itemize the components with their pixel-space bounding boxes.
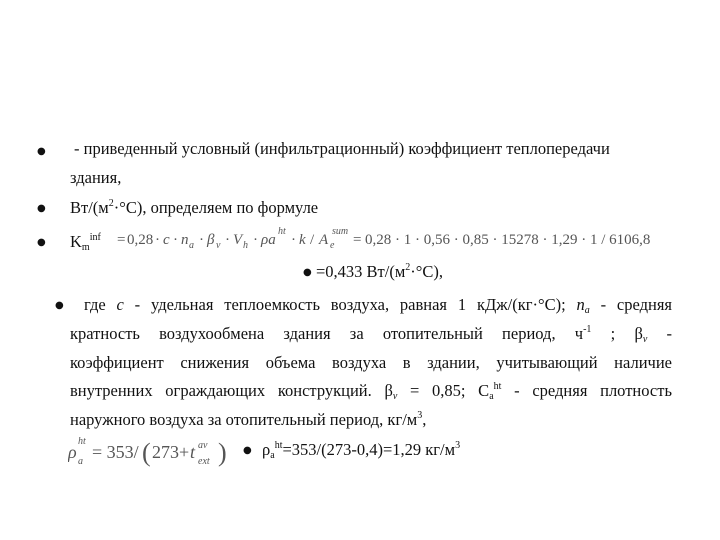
svg-text:·: · [199, 232, 204, 248]
svg-text:0,28 · 1 · 0,56 · 0,85 · 15278: 0,28 · 1 · 0,56 · 0,85 · 15278 · 1,29 · 1 / 6106,8 [365, 232, 651, 248]
line-units-formula: $Вт/(м^2\cdot^\circ С)$, определяем по формуле [70, 198, 319, 217]
svg-text:ht: ht [278, 226, 286, 237]
svg-text:273+: 273+ [152, 442, 190, 462]
para-line-2: кратность воздухообмена здания за отопительный период, $ч^{-1}$ ; $\beta_v$ - [70, 324, 673, 345]
svg-text:ρ: ρ [68, 442, 77, 462]
para-line-1: где с - удельная теплоемкость воздуха, равная 1 кДж/(кг·°С); $n_a$ - средняя [84, 295, 672, 316]
svg-text:c: c [163, 232, 170, 248]
svg-text:t: t [190, 442, 196, 462]
svg-text:A: A [319, 232, 329, 248]
bullet-1: ● [37, 146, 46, 157]
bullet-6: ● [243, 445, 252, 456]
svg-text:h: h [243, 240, 248, 251]
svg-text:ext: ext [198, 456, 210, 467]
svg-text:a: a [189, 240, 194, 251]
para-line-3: коэффициент снижения объема воздуха в здании, учитывающий наличие [70, 353, 672, 372]
svg-text:·: · [291, 232, 296, 248]
line-building [70, 168, 121, 188]
para-line-5: наружного воздуха за отопительный период, $кг/м^3$, [70, 410, 427, 429]
svg-text:·: · [253, 232, 258, 248]
svg-text:ρa: ρa [261, 232, 276, 248]
rho-result: $\rho_a^{ht}=353/(273-0,4)=1,29$ $кг/м^3$ [262, 440, 461, 461]
svg-text:n: n [181, 232, 189, 248]
svg-text:/: / [310, 232, 315, 248]
para-line-4: внутренних ограждающих конструкций. $\beta_v = 0,85$; $С_a^{ht}$ - средняя плотность [70, 381, 672, 402]
svg-text:β: β [207, 232, 215, 248]
svg-text:·: · [173, 232, 178, 248]
svg-text:=: = [117, 232, 126, 248]
svg-text:): ) [218, 438, 227, 467]
svg-text:av: av [198, 440, 208, 451]
svg-text:= 353/: = 353/ [92, 442, 139, 462]
rho-formula [68, 432, 240, 472]
svg-text:0,28: 0,28 [127, 232, 154, 248]
svg-text:a: a [78, 456, 83, 467]
svg-text:V: V [233, 232, 243, 248]
svg-text:·: · [225, 232, 230, 248]
svg-text:=: = [353, 232, 362, 248]
main-formula [115, 222, 680, 256]
line-coefficient-description [74, 139, 610, 159]
svg-text:(: ( [142, 438, 151, 467]
bullet-5: ● [55, 300, 64, 311]
svg-text:k: k [299, 232, 306, 248]
svg-text:ht: ht [78, 436, 86, 447]
bullet-2: ● [37, 203, 46, 214]
text-l2: здания, [70, 168, 122, 187]
k-result: =0,433 $Вт/(м^2\cdot^\circ С)$, [316, 262, 444, 281]
svg-text:v: v [216, 240, 221, 251]
bullet-3: ● [37, 237, 46, 248]
bullet-4: ● [303, 267, 312, 278]
svg-text:e: e [330, 240, 335, 251]
svg-text:·: · [155, 232, 160, 248]
k-symbol: $K_m^{inf}$ [70, 232, 101, 253]
svg-text:sum: sum [332, 226, 349, 237]
text-l1: - приведенный условный (инфильтрационный) коэффициент теплопередачи [74, 139, 610, 158]
